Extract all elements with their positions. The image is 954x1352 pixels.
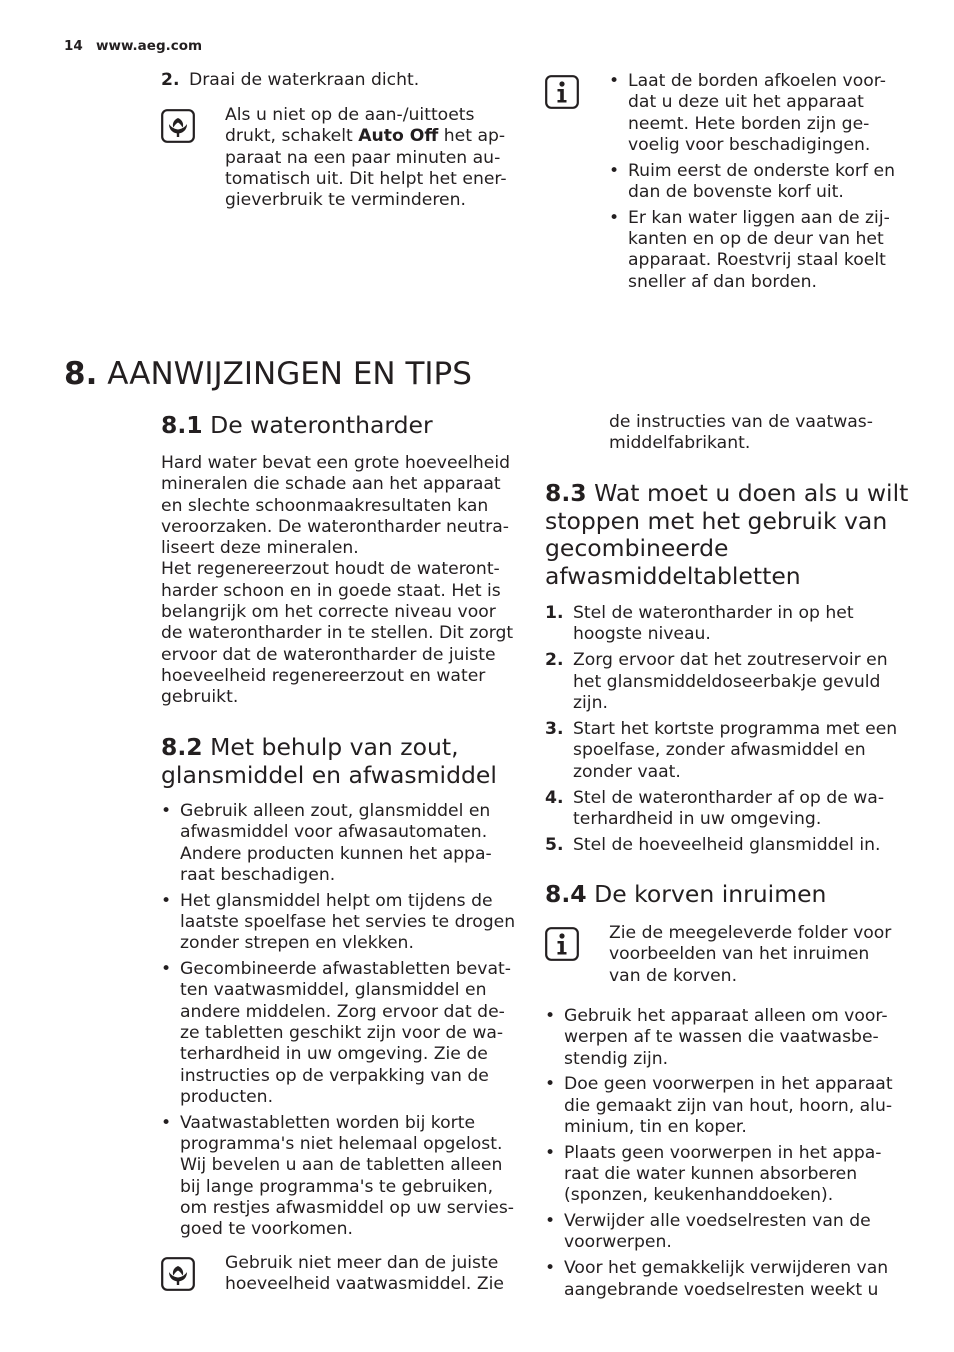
body-line: Het regenereerzout houdt de wateront-	[161, 559, 500, 580]
bullet-line: • Voor het gemakkelijk verwijderen van	[564, 1258, 889, 1279]
bullet-line: • Laat de borden afkoelen voor-	[628, 71, 886, 91]
body-line: belangrijk om het correcte niveau voor	[161, 602, 496, 623]
bullet-line: (sponzen, keukenhanddoeken).	[564, 1185, 834, 1206]
list-item	[161, 891, 531, 955]
step-line: zonder vaat.	[573, 761, 681, 782]
body-line: veroorzaken. De waterontharder neutra-	[161, 516, 509, 537]
list-item	[545, 1006, 915, 1070]
section-title: afwasmiddeltabletten	[545, 561, 801, 590]
bullet-line: terhardheid in uw omgeving. Zie de	[180, 1044, 488, 1065]
body-line: gebruikt.	[161, 687, 239, 708]
bullet-line: dat u deze uit het apparaat	[628, 92, 864, 113]
list-item	[545, 1074, 915, 1138]
step-line: zijn.	[573, 692, 608, 713]
note-line: tomatisch uit. Dit helpt het ener-	[225, 168, 507, 189]
bullet-line: instructies op de verpakking van de	[180, 1065, 489, 1086]
bullet-line: Andere producten kunnen het appa-	[180, 843, 492, 864]
section-8-1-body	[161, 453, 513, 709]
bullet-line: • Gebruik het apparaat alleen om voor-	[564, 1006, 888, 1026]
bullet-line: werpen af te wassen die vaatwasbe-	[564, 1027, 879, 1048]
step-number: 1.	[545, 603, 564, 623]
section-heading-8-1	[161, 412, 433, 440]
bullet-line: minium, tin en koper.	[564, 1116, 747, 1137]
note-line: Zie de meegeleverde folder voor	[609, 923, 892, 943]
bullet-line: • Doe geen voorwerpen in het apparaat	[564, 1074, 893, 1095]
body-line: Hard water bevat een grote hoeveelheid	[161, 453, 511, 473]
bullet-line: ze tabletten geschikt zijn voor de wa-	[180, 1022, 504, 1043]
info-note-baskets	[609, 923, 891, 987]
step-line: hoogste niveau.	[573, 624, 711, 645]
section-number: 8.3	[545, 479, 587, 507]
list-item	[609, 161, 909, 204]
bullet-line: bij lange programma's te gebruiken,	[180, 1176, 494, 1197]
section-number: 8.2	[161, 733, 203, 761]
body-line: harder schoon en in goede staat. Het is	[161, 580, 501, 601]
body-line: liseert deze mineralen.	[161, 538, 359, 559]
bullet-line: • Ruim eerst de onderste korf en	[628, 160, 895, 181]
step-line: Stel de waterontharder af op de wa-	[573, 787, 885, 808]
chapter-number: 8.	[64, 356, 98, 392]
bullet-line: • Vaatwastabletten worden bij korte	[180, 1112, 476, 1133]
bullet-line: • Verwijder alle voedselresten van de	[564, 1211, 871, 1232]
info-icon	[545, 927, 579, 961]
list-item	[545, 788, 915, 831]
chapter-title-text: AANWIJZINGEN EN TIPS	[107, 356, 472, 392]
bullet-line: voelig voor beschadigingen.	[628, 134, 871, 155]
section-title: glansmiddel en afwasmiddel	[161, 760, 497, 789]
list-item	[545, 835, 915, 856]
list-item	[545, 603, 915, 646]
note-line: middelfabrikant.	[609, 433, 751, 454]
body-line: en slechte schoonmaakresultaten kan	[161, 495, 489, 516]
bullet-line: andere middelen. Zorg ervoor dat de-	[180, 1001, 505, 1022]
note-line: gieverbruik te verminderen.	[225, 190, 466, 211]
bullet-line: neemt. Hete borden zijn ge-	[628, 113, 870, 134]
bullet-line: laatste spoelfase het servies te drogen	[180, 911, 516, 932]
bullet-line: • Het glansmiddel helpt om tijdens de	[180, 890, 493, 911]
note-line: hoeveelheid vaatwasmiddel. Zie	[225, 1274, 504, 1295]
bullet-line: raat beschadigen.	[180, 864, 336, 885]
note-line: paraat na een paar minuten au-	[225, 147, 501, 168]
bullet-line: producten.	[180, 1086, 274, 1107]
note-line: voorbeelden van het inruimen	[609, 944, 870, 965]
bullet-line: voorwerpen.	[564, 1232, 672, 1253]
section-number: 8.1	[161, 411, 203, 439]
eco-note-detergent	[225, 1253, 504, 1296]
section-heading-8-4	[545, 881, 826, 909]
step-line: Start het kortste programma met een	[573, 719, 898, 740]
bullet-line: zonder strepen en vlekken.	[180, 933, 414, 954]
top-step-list	[161, 70, 521, 96]
eco-icon	[161, 109, 195, 143]
note-line: Als u niet op de aan-/uittoets	[225, 105, 475, 125]
list-item	[161, 1113, 531, 1241]
list-item	[609, 71, 909, 156]
note-text: drukt, schakelt	[225, 126, 359, 147]
bullet-line: ten vaatwasmiddel, glansmiddel en	[180, 980, 487, 1001]
list-item	[161, 959, 531, 1108]
bullet-line: • Gecombineerde afwastabletten bevat-	[180, 959, 511, 980]
top-right-bullets	[609, 71, 909, 297]
list-item	[545, 1258, 915, 1301]
section-number: 8.4	[545, 880, 587, 908]
section-title: De waterontharder	[210, 411, 433, 439]
bullet-line: • Er kan water liggen aan de zij-	[628, 207, 890, 228]
section-title: Met behulp van zout,	[210, 733, 459, 761]
step-line: Zorg ervoor dat het zoutreservoir en	[573, 650, 888, 671]
note-text: het ap-	[438, 126, 506, 147]
body-line: de waterontharder in te stellen. Dit zorgt	[161, 623, 514, 644]
note-line: de instructies van de vaatwas-	[609, 412, 873, 432]
list-item	[545, 1143, 915, 1207]
step-text: Draai de waterkraan dicht.	[189, 70, 420, 90]
note-line	[225, 126, 507, 147]
list-item	[609, 208, 909, 293]
bullet-line: afwasmiddel voor afwasautomaten.	[180, 822, 488, 843]
list-item	[545, 1211, 915, 1254]
auto-off-label: Auto Off	[358, 126, 439, 147]
step-line: terhardheid in uw omgeving.	[573, 809, 822, 830]
list-item	[161, 801, 531, 886]
eco-note-detergent-continued	[609, 412, 873, 455]
body-line: mineralen die schade aan het apparaat	[161, 474, 501, 495]
bullet-line: stendig zijn.	[564, 1048, 669, 1069]
body-line: hoeveelheid regenereerzout en water	[161, 665, 486, 686]
info-icon	[545, 75, 579, 109]
bullet-line: goed te voorkomen.	[180, 1219, 353, 1240]
website-url[interactable]: www.aeg.com	[96, 38, 203, 54]
section-8-2-bullets	[161, 801, 531, 1245]
section-title: De korven inruimen	[594, 880, 827, 908]
section-8-3-steps	[545, 603, 915, 861]
step-number: 4.	[545, 787, 564, 808]
section-title: Wat moet u doen als u wilt	[594, 479, 909, 507]
bullet-line: programma's niet helemaal opgelost.	[180, 1133, 503, 1154]
step-number: 2.	[161, 70, 180, 90]
step-line: het glansmiddeldoseerbakje gevuld	[573, 671, 881, 692]
list-item	[545, 719, 915, 783]
section-title: gecombineerde	[545, 534, 729, 562]
bullet-line: aangebrande voedselresten weekt u	[564, 1279, 879, 1300]
bullet-line: kanten en op de deur van het	[628, 229, 884, 250]
eco-note-auto-off	[225, 105, 507, 211]
section-8-4-bullets	[545, 1006, 915, 1305]
bullet-line: Wij bevelen u aan de tabletten alleen	[180, 1155, 503, 1176]
bullet-line: apparaat. Roestvrij staal koelt	[628, 250, 886, 271]
bullet-line: raat die water kunnen absorberen	[564, 1164, 858, 1185]
bullet-line: om restjes afwasmiddel op uw servies-	[180, 1197, 514, 1218]
step-line: Stel de hoeveelheid glansmiddel in.	[573, 835, 881, 856]
step-number: 2.	[545, 650, 564, 671]
step-line: Stel de waterontharder in op het	[573, 603, 854, 623]
step-number: 5.	[545, 835, 564, 856]
bullet-line: die gemaakt zijn van hout, hoorn, alu-	[564, 1095, 893, 1116]
note-line: van de korven.	[609, 965, 738, 986]
section-heading-8-3	[545, 480, 908, 590]
bullet-line: dan de bovenste korf uit.	[628, 181, 844, 202]
eco-icon	[161, 1257, 195, 1291]
step-line: spoelfase, zonder afwasmiddel en	[573, 740, 866, 761]
chapter-title	[64, 352, 472, 396]
bullet-line: • Plaats geen voorwerpen in het appa-	[564, 1142, 882, 1163]
list-item	[161, 70, 521, 91]
list-item	[545, 650, 915, 714]
bullet-line: • Gebruik alleen zout, glansmiddel en	[180, 801, 491, 821]
note-line: Gebruik niet meer dan de juiste	[225, 1253, 499, 1273]
body-line: ervoor dat de waterontharder de juiste	[161, 644, 496, 665]
step-number: 3.	[545, 719, 564, 740]
section-heading-8-2	[161, 734, 497, 789]
page-number: 14	[64, 38, 83, 54]
bullet-line: sneller af dan borden.	[628, 271, 817, 292]
section-title: stoppen met het gebruik van	[545, 506, 888, 535]
